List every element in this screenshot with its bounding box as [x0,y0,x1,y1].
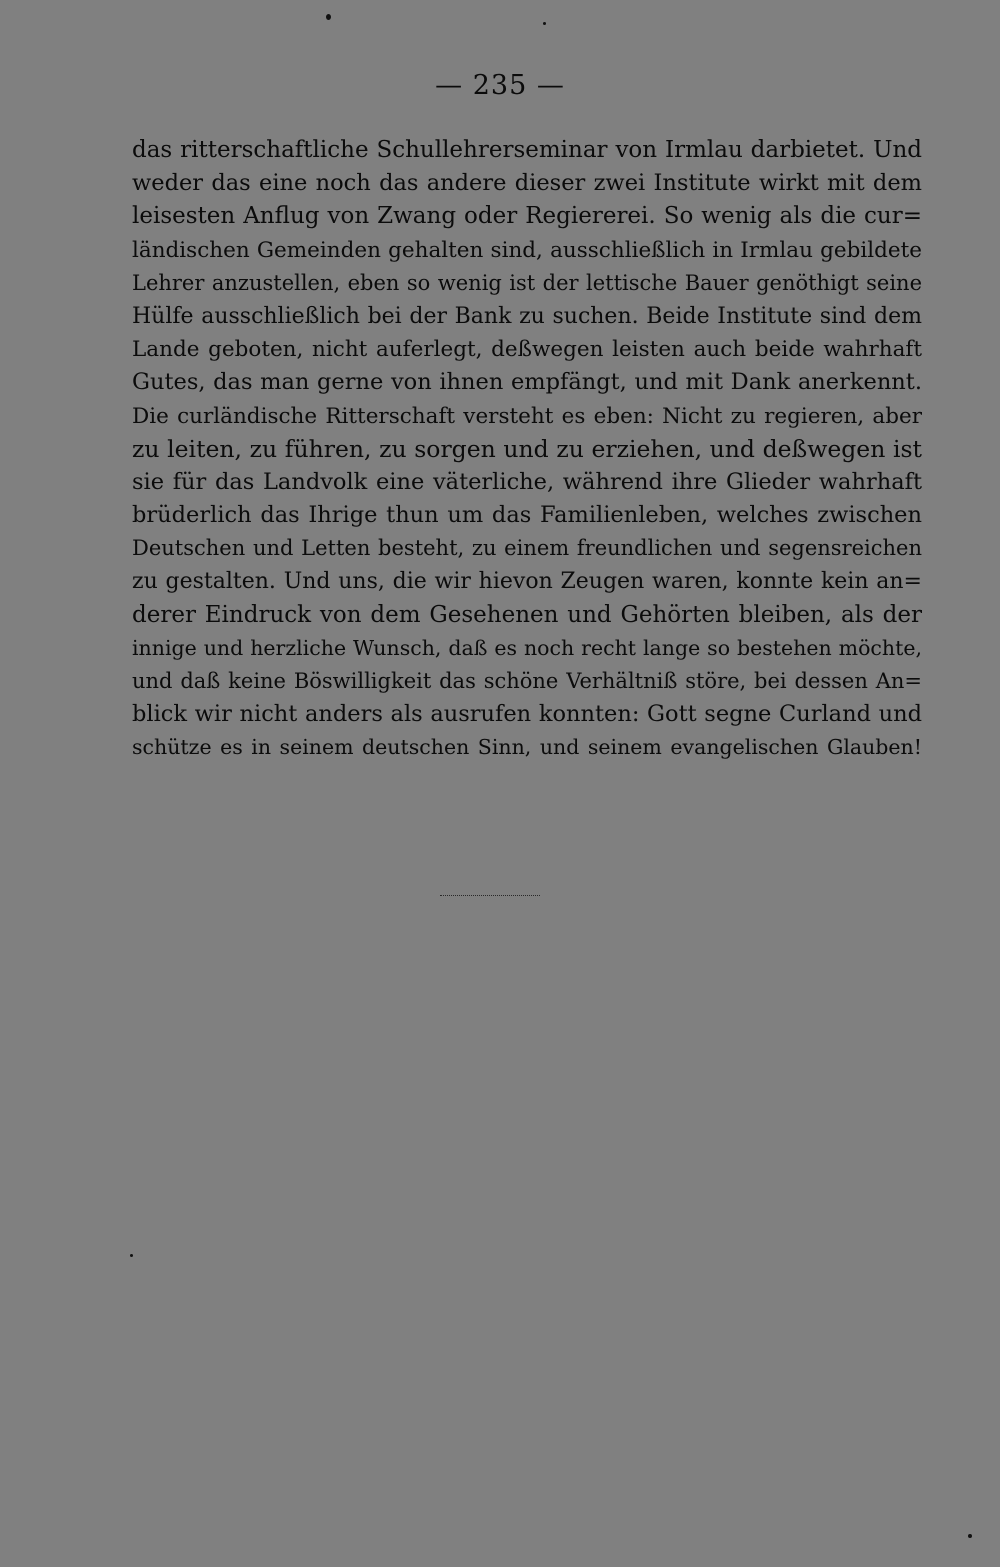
text-line: derer Eindruck von dem Gesehenen und Gehörten bleiben, als der [132,601,922,628]
body-text [132,134,922,765]
text-line: leisesten Anflug von Zwang oder Regiererei. So wenig als die cur= [132,203,922,230]
text-line: zu gestalten. Und uns, die wir hievon Zeugen waren, konnte kein an= [132,569,922,595]
text-line: Lande geboten, nicht auferlegt, deßwegen leisten auch beide wahrhaft [132,337,922,363]
scan-speck [130,1254,133,1257]
text-line: Lehrer anzustellen, eben so wenig ist der lettische Bauer genöthigt seine [132,270,922,295]
text-line: Deutschen und Letten besteht, zu einem freundlichen und segensreichen [132,536,922,561]
text-line: schütze es in seinem deutschen Sinn, und seinem evangelischen Glauben! [132,735,922,760]
text-line: zu leiten, zu führen, zu sorgen und zu erziehen, und deßwegen ist [132,434,922,463]
scan-speck [543,22,546,25]
text-line: Die curländische Ritterschaft versteht es eben: Nicht zu regieren, aber [132,403,922,429]
scan-speck [326,14,331,20]
text-line: innige und herzliche Wunsch, daß es noch recht lange so bestehen möchte, [132,635,922,660]
text-line: brüderlich das Ihrige thun um das Familienleben, welches zwischen [132,502,922,529]
text-line: Hülfe ausschließlich bei der Bank zu suchen. Beide Institute sind dem [132,303,922,329]
scan-speck [968,1534,972,1538]
text-line: blick wir nicht anders als ausrufen konnten: Gott segne Curland und [132,701,922,728]
end-separator [440,895,540,899]
text-line: sie für das Landvolk eine väterliche, während ihre Glieder wahrhaft [132,468,922,495]
text-line: und daß keine Böswilligkeit das schöne Verhältniß störe, bei dessen An= [132,669,922,693]
text-line: das ritterschaftliche Schullehrerseminar von Irmlau darbietet. Und [132,137,922,163]
text-line: Gutes, das man gerne von ihnen empfängt, und mit Dank anerkennt. [132,369,922,396]
text-line: ländischen Gemeinden gehalten sind, ausschließlich in Irmlau gebildete [132,237,922,263]
page-number: — 235 — [435,70,565,101]
text-line: weder das eine noch das andere dieser zwei Institute wirkt mit dem [132,170,922,197]
